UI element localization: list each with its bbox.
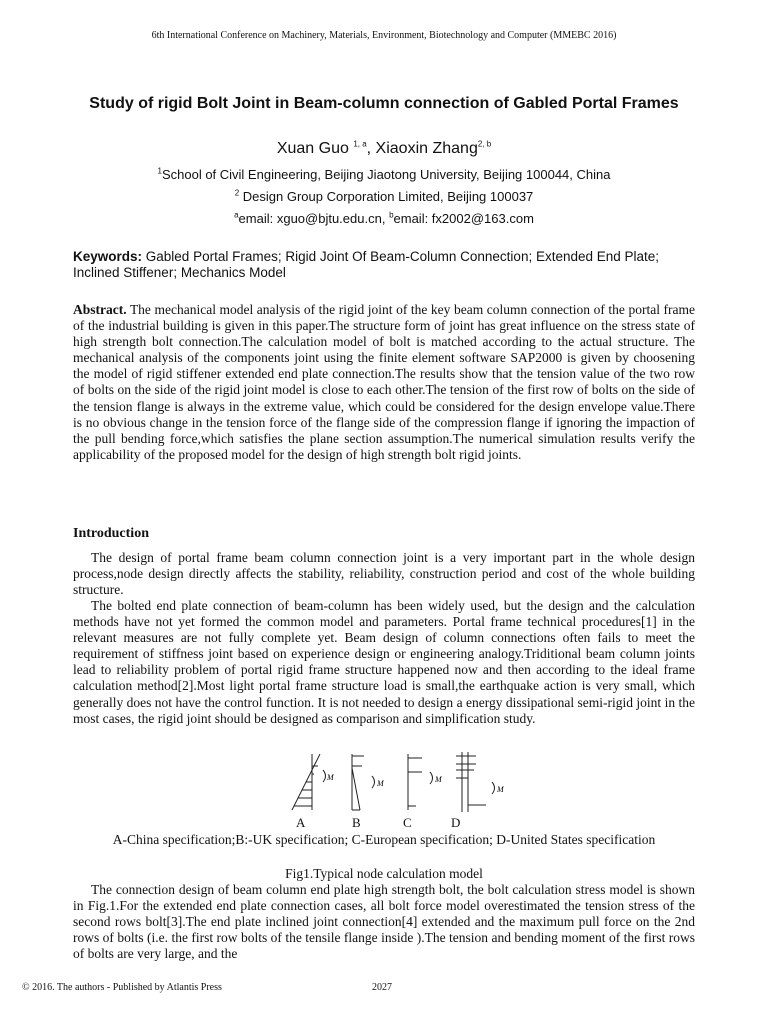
- intro-paragraph-3: The connection design of beam column end plate high strength bolt, the bolt calculation stress model is shown in Fig.1.For the extended end plate connection cases, all bolt force model overestimated the tension stress of the second rows bolt[3].The end plate inclined joint connection[4] extended and the maximum pull force on the 2nd rows of bolts (i.e. the first row bolts of the tensile flange inside ).The tension and bending moment of the first rows of bolts are very large, and the: [73, 882, 695, 962]
- figure-label-c: C: [403, 815, 412, 830]
- paper-title: Study of rigid Bolt Joint in Beam-column connection of Gabled Portal Frames: [89, 95, 679, 112]
- model-b: [352, 754, 375, 810]
- abstract: [73, 302, 695, 463]
- figure-label-d: D: [451, 815, 461, 830]
- intro-paragraph-2: The bolted end plate connection of beam-column has been widely used, but the design and the calculation methods have not yet formed the common model and parameters. Portal frame technical procedures[1] in the relevant measures are not fully complete yet. Beam design of column connections often fails to meet the requirement of stiffness joint based on experience design or engineering analogy.Triditional beam column joints lead to reliability problem of portal rigid frame structure happened now and then according to the ideal frame calculation method[2].Most light portal frame structure load is small,the earthquake action is very small, which generally does not have the control function. It is not needed to design a energy dissipational semi-rigid joint in the most cases, the rigid joint should be designed as comparison and simplification study.: [73, 598, 695, 726]
- footer-copyright: © 2016. The authors - Published by Atlantis Press: [22, 982, 222, 993]
- author-1: Xuan Guo: [276, 140, 354, 157]
- figure-label-a: A: [296, 815, 306, 830]
- moment-label-a: M: [327, 773, 334, 782]
- abstract-label: Abstract.: [73, 302, 127, 317]
- keywords-text: Gabled Portal Frames; Rigid Joint Of Beam-Column Connection; Extended End Plate; Inclined Stiffener; Mechanics Model: [73, 249, 660, 280]
- page-number: 2027: [372, 982, 392, 993]
- affiliation-2-text: Design Group Corporation Limited, Beijing 100037: [239, 189, 534, 204]
- affiliation-2-sup: 2: [234, 188, 240, 198]
- author-2-sup: 2, b: [477, 139, 492, 149]
- email-line: [0, 211, 768, 226]
- authors-line: [0, 140, 768, 158]
- affiliation-2: [0, 189, 768, 204]
- intro-paragraph-1: The design of portal frame beam column connection joint is a very important part in the whole design process,node design directly affects the stability, reliability, construction period and cost of the whole building structure.: [73, 550, 695, 598]
- moment-label-c: M: [435, 775, 442, 784]
- section-heading-introduction: Introduction: [73, 526, 149, 541]
- email-a: email: xguo@bjtu.edu.cn,: [238, 211, 390, 226]
- moment-label-b: M: [377, 779, 384, 788]
- model-a: [292, 754, 326, 810]
- figure-caption: Fig1.Typical node calculation model: [285, 866, 483, 881]
- affiliation-1: [0, 167, 768, 182]
- model-d: [456, 752, 495, 812]
- figure-caption-spec: A-China specification;B:-UK specification; C-European specification; D-United States specification: [112, 832, 656, 847]
- affiliation-1-text: School of Civil Engineering, Beijing Jiaotong University, Beijing 100044, China: [161, 167, 611, 182]
- email-b: email: fx2002@163.com: [393, 211, 534, 226]
- email-b-sup: b: [389, 210, 394, 220]
- keywords: [73, 249, 695, 281]
- abstract-text: The mechanical model analysis of the rigid joint of the key beam column connection of the portal frame of the industrial building is given in this paper.The structure form of joint has great influence on the stress state of high strength bolt connection.The calculation model of bolt is matched according to the actual structure. The mechanical analysis of the components joint using the finite element software SAP2000 is given by choosening the model of rigid stiffener extended end plate connection.The results show that the tension value of the two row of bolts on the side of the rigid joint model is close to each other.The tension of the first row of bolts on the side of the tension flange is always in the extreme value, which could be considered for the design envelope value.There is no obvious change in the tension force of the flange side of the compression flange if ignoring the impaction of the pull bending force,which satisfies the plane section assumption.The numerical simulation results verify the applicability of the proposed model for the design of high strength bolt rigid joints.: [73, 302, 695, 462]
- email-a-sup: a: [234, 210, 239, 220]
- figure-label-b: B: [352, 815, 361, 830]
- model-c: [408, 754, 433, 810]
- affiliation-1-sup: 1: [157, 166, 162, 176]
- author-1-sup: 1, a: [353, 139, 367, 149]
- keywords-label: Keywords:: [73, 249, 143, 264]
- moment-label-d: M: [497, 785, 504, 794]
- figure-1-diagram: [280, 750, 520, 816]
- conference-header: 6th International Conference on Machinery, Materials, Environment, Biotechnology and Computer (MMEBC 2016): [151, 30, 617, 41]
- author-separator: , Xiaoxin Zhang: [366, 140, 478, 157]
